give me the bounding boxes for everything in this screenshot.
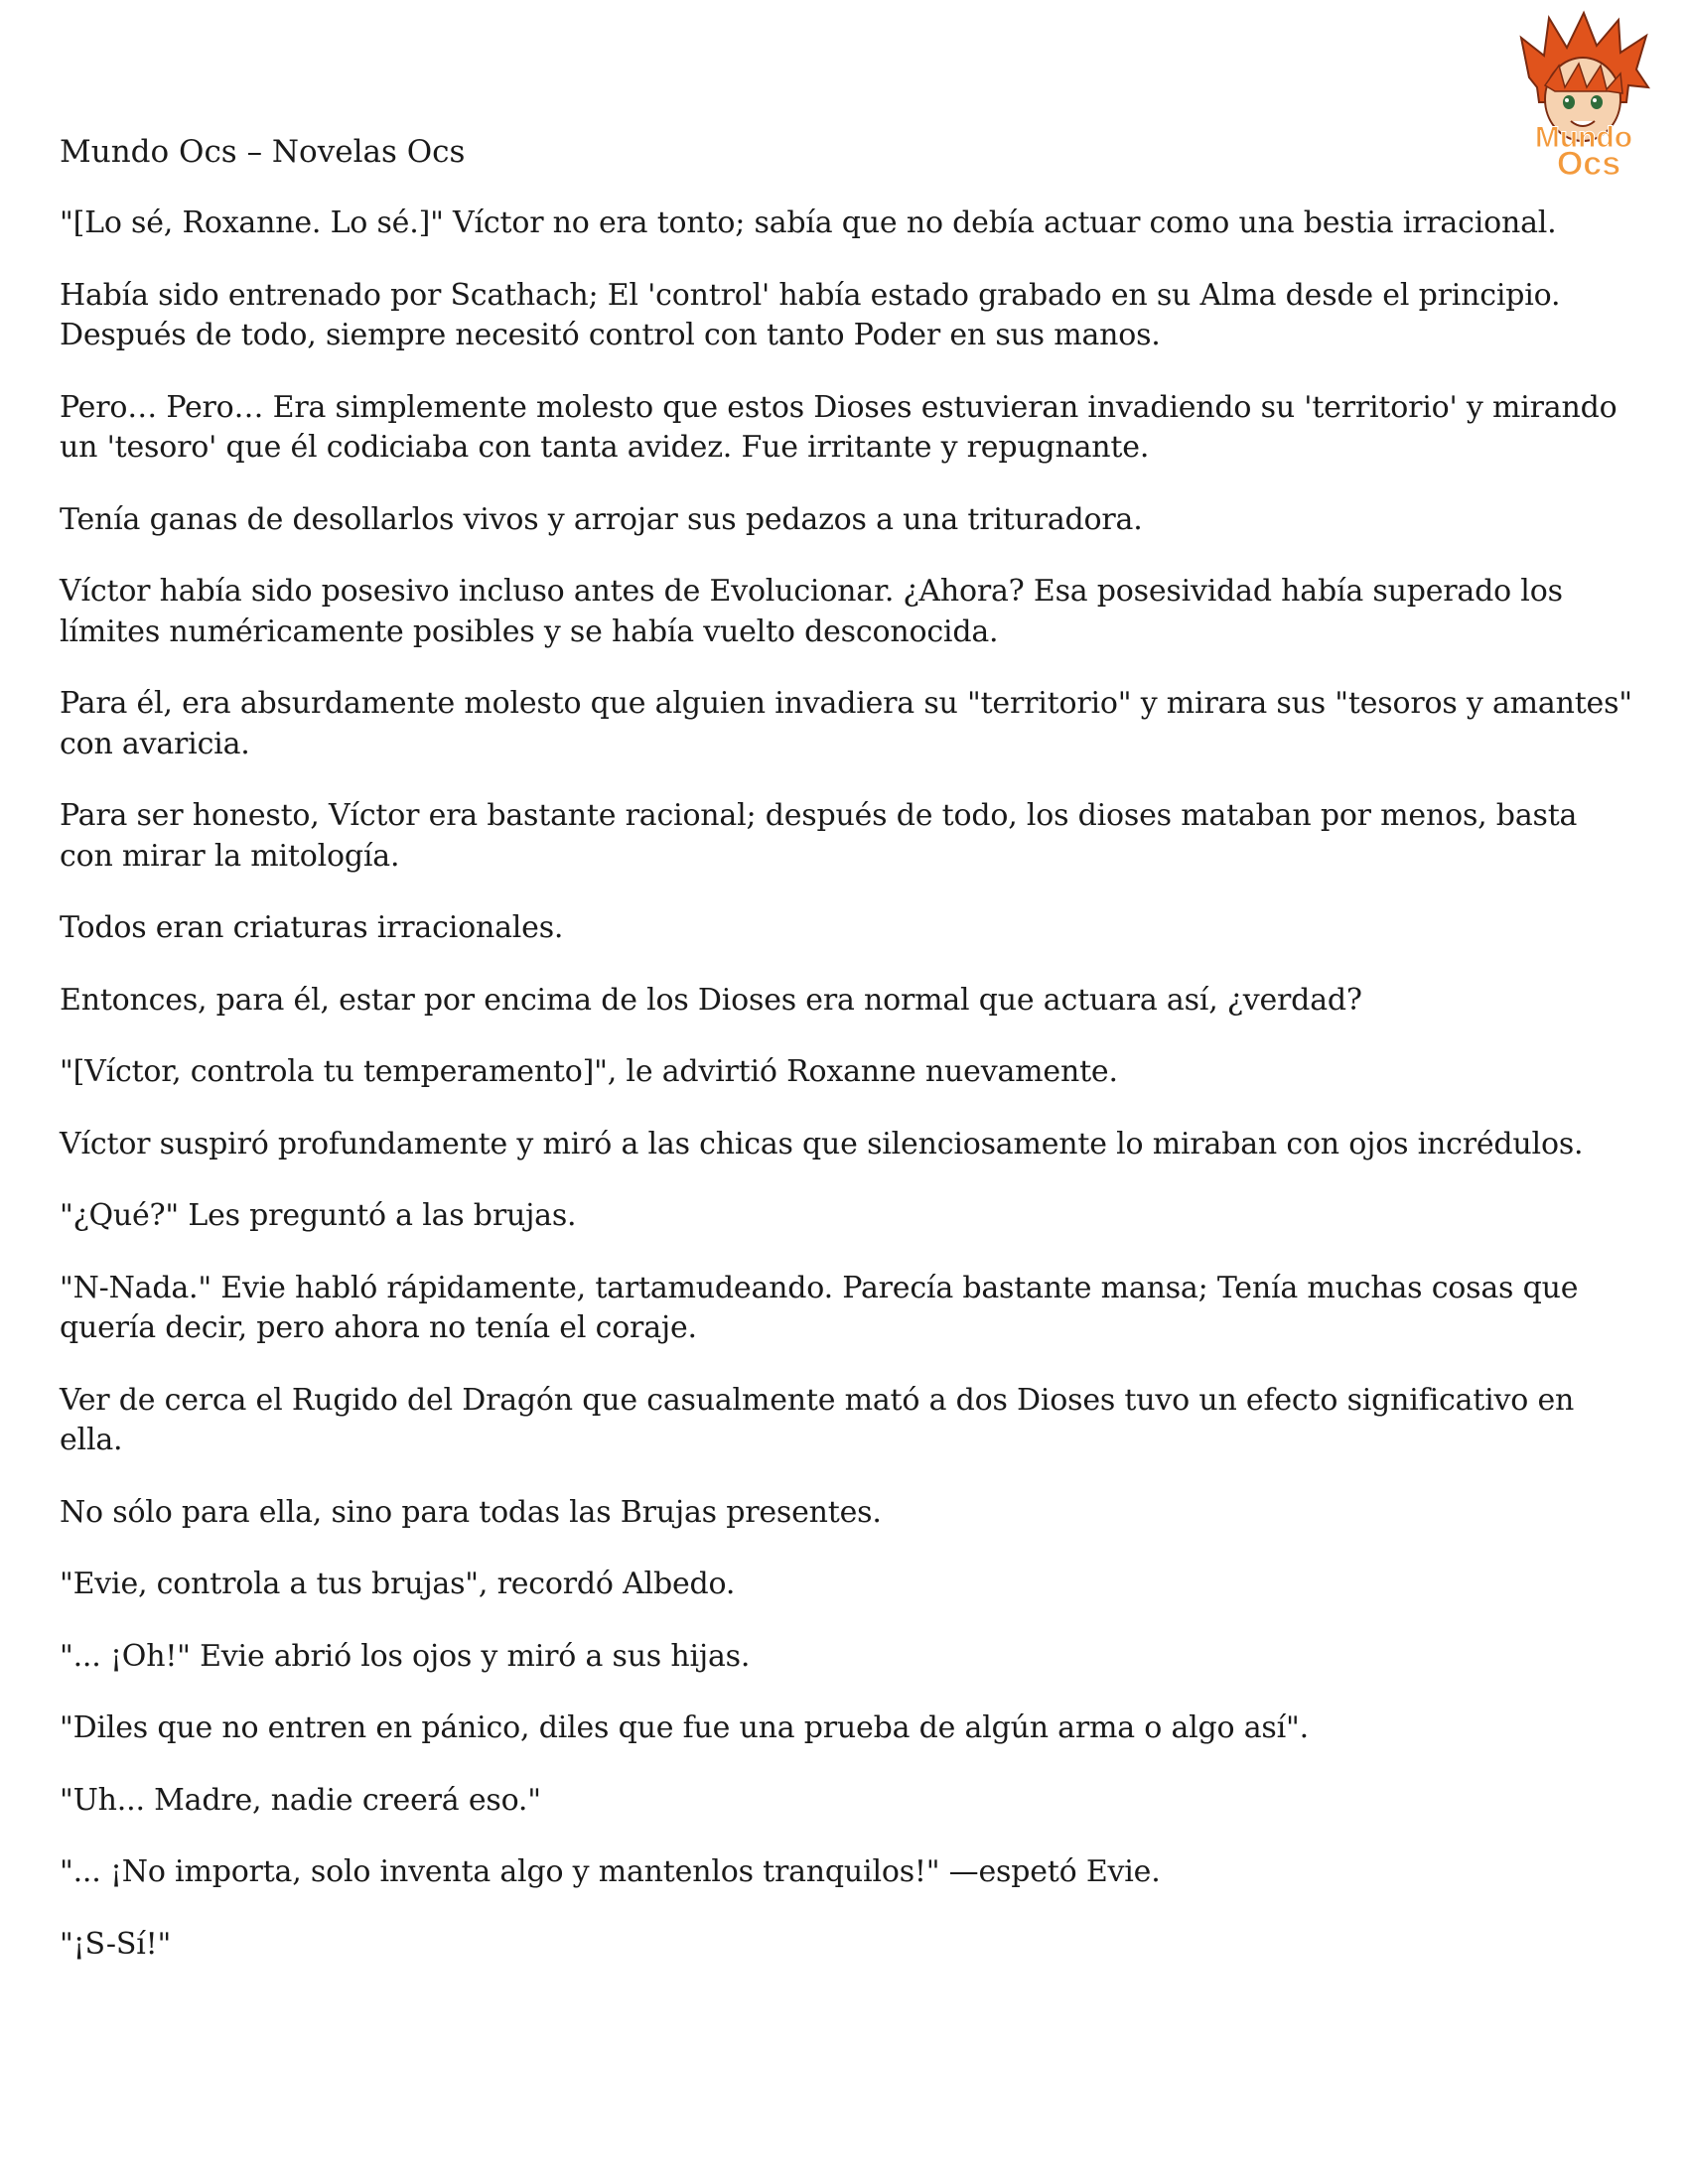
paragraph: Para él, era absurdamente molesto que alguien invadiera su "territorio" y mirara sus "tesoros y amantes" con avaricia. [60,686,1632,761]
logo-text-bottom: Ocs [1556,145,1621,182]
paragraph: No sólo para ella, sino para todas las Brujas presentes. [60,1494,882,1530]
paragraph: Había sido entrenado por Scathach; El 'control' había estado grabado en su Alma desde el principio. Después de todo, siempre necesitó control con tanto Poder en sus manos. [60,277,1561,352]
body-text [60,204,1638,1996]
page-header: Mundo Ocs – Novelas Ocs [60,134,466,170]
paragraph: Para ser honesto, Víctor era bastante racional; después de todo, los dioses mataban por menos, basta con mirar la mitología. [60,798,1578,874]
paragraph: Ver de cerca el Rugido del Dragón que casualmente mató a dos Dioses tuvo un efecto significativo en ella. [60,1382,1575,1457]
paragraph: "N-Nada." Evie habló rápidamente, tartamudeando. Parecía bastante mansa; Tenía muchas cosas que quería decir, pero ahora no tenía el coraje. [60,1270,1579,1345]
paragraph: "... ¡No importa, solo inventa algo y mantenlos tranquilos!" —espetó Evie. [60,1854,1161,1889]
paragraph: Tenía ganas de desollarlos vivos y arrojar sus pedazos a una trituradora. [60,501,1143,537]
paragraph: Víctor suspiró profundamente y miró a las chicas que silenciosamente lo miraban con ojos incrédulos. [60,1126,1584,1161]
paragraph: "[Lo sé, Roxanne. Lo sé.]" Víctor no era tonto; sabía que no debía actuar como una bestia irracional. [60,205,1557,240]
paragraph: Todos eran criaturas irracionales. [60,910,564,945]
logo-text-top: Mundo [1534,121,1633,154]
paragraph: Pero… Pero… Era simplemente molesto que estos Dioses estuvieran invadiendo su 'territorio' y mirando un 'tesoro' que él codiciaba con tanta avidez. Fue irritante y repugnante. [60,389,1618,465]
paragraph: "¡S-Sí!" [60,1926,172,1962]
mundo-ocs-logo [1499,8,1668,182]
paragraph: "... ¡Oh!" Evie abrió los ojos y miró a sus hijas. [60,1638,751,1674]
paragraph: "Evie, controla a tus brujas", recordó Albedo. [60,1567,736,1601]
paragraph: "Uh... Madre, nadie creerá eso." [60,1782,541,1818]
paragraph: "¿Qué?" Les preguntó a las brujas. [60,1198,577,1233]
paragraph: "[Víctor, controla tu temperamento]", le advirtió Roxanne nuevamente. [60,1054,1118,1089]
paragraph: "Diles que no entren en pánico, diles que fue una prueba de algún arma o algo así". [60,1710,1309,1745]
paragraph: Víctor había sido posesivo incluso antes de Evolucionar. ¿Ahora? Esa posesividad había superado los límites numéricamente posibles y se había vuelto desconocida. [60,574,1563,649]
paragraph: Entonces, para él, estar por encima de los Dioses era normal que actuara así, ¿verdad? [60,982,1362,1018]
